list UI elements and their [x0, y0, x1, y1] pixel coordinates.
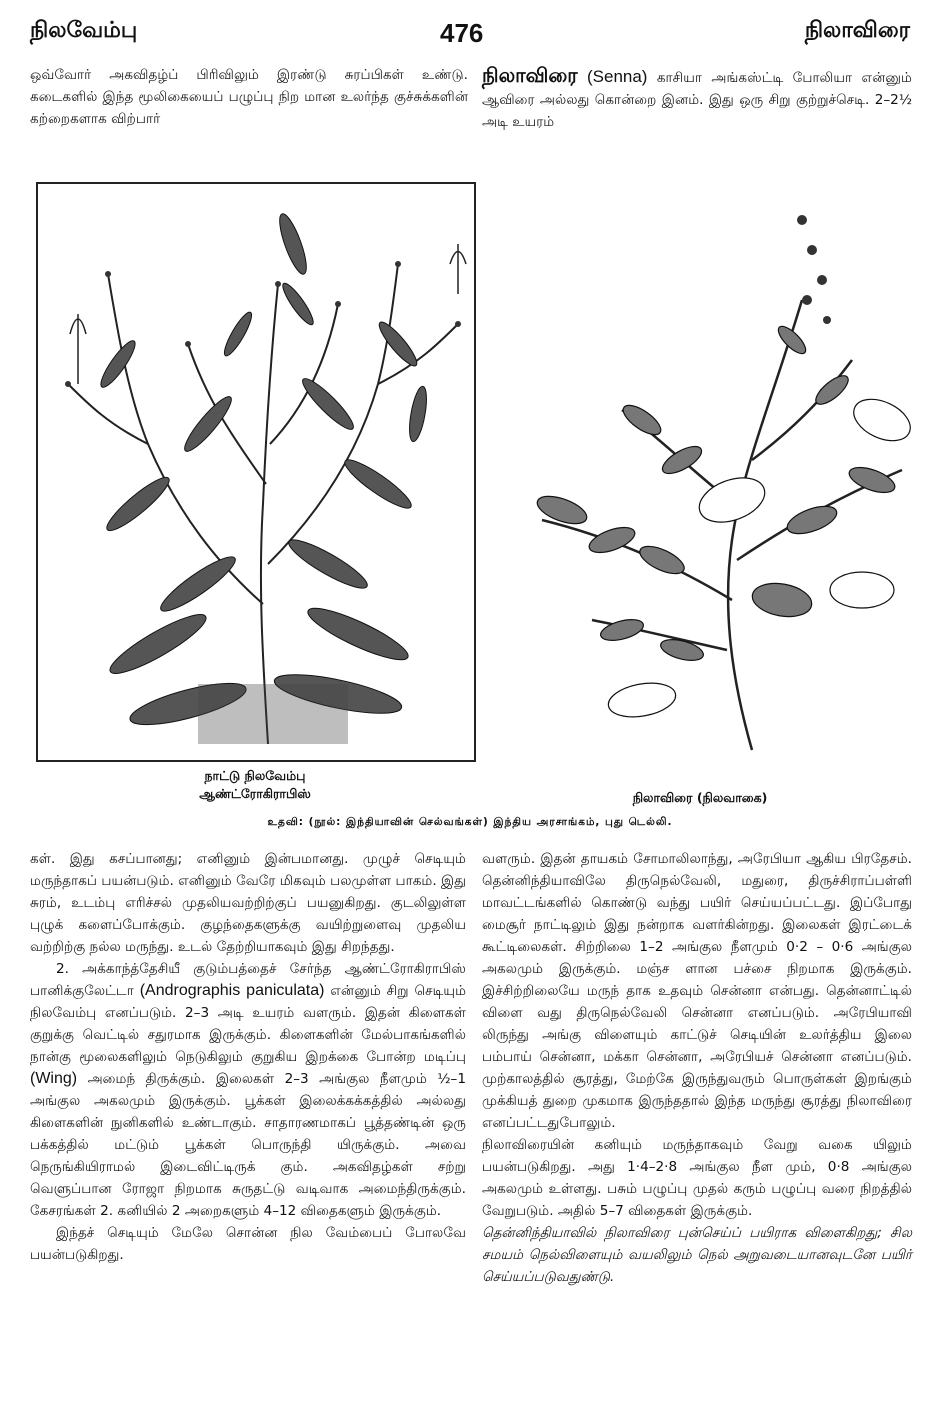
andrographis-drawing — [38, 184, 474, 760]
body-left-p2-part-b: என்னும் சிறு செடியும் நிலவேம்பு எனப்படும். 2–3 அடி உயரம் வளரும். இதன் கிளைகள் குறுக்கு வெட்டில் சதுரமாக இருக்கும். கிளைகளின் மேல்பாகங்களில் நான்கு மூலைகளிலும் நெடுகிலும் குறுகிய இறக்கை போன்ற மடிப்பு — [30, 983, 467, 1065]
figure-caption-left-line1: நாட்டு நிலவேம்பு — [204, 768, 306, 783]
page-number: 476 — [440, 18, 484, 48]
body-left-paragraph-3: இந்தச் செடியும் மேலே சொன்ன நில வேம்பைப் போலவே பயன்படுகிறது. — [30, 1225, 466, 1263]
running-header-right: நிலாவிரை — [804, 18, 910, 43]
body-left-p2-part-a: 2. அக்காந்த்தேசியீ குடும்பத்தைச் சேர்ந்த ஆண்ட்ரோகிராபிஸ் பானிக்குலேட்டா — [30, 961, 466, 999]
body-right-paragraph-2: நிலாவிரையின் கனியும் மருந்தாகவும் வேறு வகை யிலும் பயன்படுகிறது. அது 1·4–2·8 அங்குல நீள மும், 0·8 அங்குல அகலமும் உள்ளது. பசும் பழுப்பு முதல் கரும் பழுப்பு வரை நிறத்தில் வேறுபடும். அதில் 5–7 விதைகள் இருக்கும். — [482, 1137, 912, 1219]
entry-title: நிலாவிரை — [482, 63, 578, 87]
latin-name-andrographis: (Andrographis paniculata) — [139, 982, 325, 999]
wing-term: (Wing) — [30, 1070, 78, 1087]
figure-caption-left-line2: ஆண்ட்ரோகிராபிஸ் — [199, 786, 311, 801]
body-left-paragraph-2 — [30, 958, 466, 1222]
running-header-left: நிலவேம்பு — [30, 18, 138, 43]
body-column-right — [482, 848, 912, 1288]
body-left-paragraph-1: கள். இது கசப்பானது; எனினும் இன்பமானது. முழுச் செடியும் மருந்தாகப் பயன்படும். எனினும் வேரே மிகவும் பலமுள்ள பாகம். இது சுரம், உடம்பு எரிச்சல் முதலியவற்றிற்குப் பயனுகிறது. குடலிலுள்ள புழுக் களைப்போக்கும். குழந்தைகளுக்கு வயிற்றுளைவு முதலிய வற்றிற்கு நல்ல மருந்து. உடல் தேற்றியாகவும் இது சிறந்தது. — [30, 851, 466, 955]
andrographis-illustration — [36, 182, 476, 762]
top-left-paragraph — [30, 64, 468, 130]
figure-caption-right: நிலாவிரை (நிலவாகை) — [632, 790, 768, 805]
entry-latin-name: (Senna) — [586, 67, 648, 86]
top-left-text: ஒவ்வோர் அகவிதழ்ப் பிரிவிலும் இரண்டு சுரப்பிகள் உண்டு. கடைகளில் இந்த மூலிகையைப் பழுப்பு நிற மான உலர்ந்த குச்சுக்களின் கற்றைகளாக விற்பார் — [30, 67, 468, 127]
body-left-p2-part-c: அமைந் திருக்கும். இலைகள் 2–3 அங்குல நீளமும் ½–1 அங்குல அகலமும் இருக்கும். பூக்கள் இலைக்கக்கத்தில் அல்லது கிளைகளின் நுனிகளில் உண்டாகும். சாதாரணமாகப் பூத்தண்டின் ஒரு பக்கத்தில் மட்டும் பூக்கள் பொருந்தி யிருக்கும். அவை நெருங்கியிராமல் இடைவிட்டிருக் கும். அகவிதழ்கள் சற்று வெளுப்பான ரோஜா நிறமாக சுருதட்டு வடிவாக அமைந்திருக்கும். கேசரங்கள் 2. கனியில் 2 அறைகளும் 4–12 விதைகளும் இருக்கும். — [30, 1071, 466, 1219]
entry-intro — [482, 64, 912, 133]
body-right-paragraph-1: வளரும். இதன் தாயகம் சோமாலிலாந்து, அரேபியா ஆகிய பிரதேசம். தென்னிந்தியாவிலே திருநெல்வேலி, மதுரை, திருச்சிராப்பள்ளி மாவட்டங்களில் கொண்டு வந்து பயிர் செய்யப்பட்டது. இப்போது மைசூர் நாட்டிலும் இது நன்றாக வளர்கின்றது. இலைகள் இரட்டைக் கூட்டிலைகள். சிற்றிலை 1–2 அங்குல நீளமும் 0·2 – 0·6 அங்குல அகலமும் இருக்கும். மஞ்ச ளான பச்சை நிறமாக இருக்கும். இச்சிற்றிலையே மருந் தாக உதவும் சென்னா என்பது. தென்னாட்டில் விளை வது திருநெல்வேலி சென்னா எனப்படும். அரேபியாவி லிருந்து அங்கு விளையும் காட்டுச் செடியின் உலர்த்திய இலை பம்பாய் சென்னா, மக்கா சென்னா, அரேபியச் சென்னா எனப்படும். முற்காலத்தில் சூரத்து, மேற்கே இருந்துவரும் பொருள்கள் இறங்கும் முக்கியத் துறை முகமாக இருந்ததால் இந்த மருந்து சூரத்து நிலாவிரை எனப்பட்டதுபோலும். — [482, 851, 912, 1131]
senna-illustration — [482, 180, 922, 760]
body-column-left — [30, 848, 466, 1266]
senna-drawing — [482, 180, 922, 760]
entry-intro-text: காசியா அங்கஸ்ட்டி போலியா என்னும் ஆவிரை அல்லது கொன்றை இனம். இது ஒரு சிறு குற்றுச்செடி. 2–2½ அடி உயரம் — [482, 70, 913, 130]
figure-credit: உதவி: (நூல்: இந்தியாவின் செல்வங்கள்) இந்திய அரசாங்கம், புது டெல்லி. — [267, 816, 673, 828]
body-right-paragraph-3: தென்னிந்தியாவில் நிலாவிரை புன்செய்ப் பயிராக விளைகிறது; சில சமயம் நெல்விளையும் வயலிலும் நெல் அறுவடையானவுடனே பயிர் செய்யப்படுவதுண்டு. — [482, 1225, 912, 1285]
